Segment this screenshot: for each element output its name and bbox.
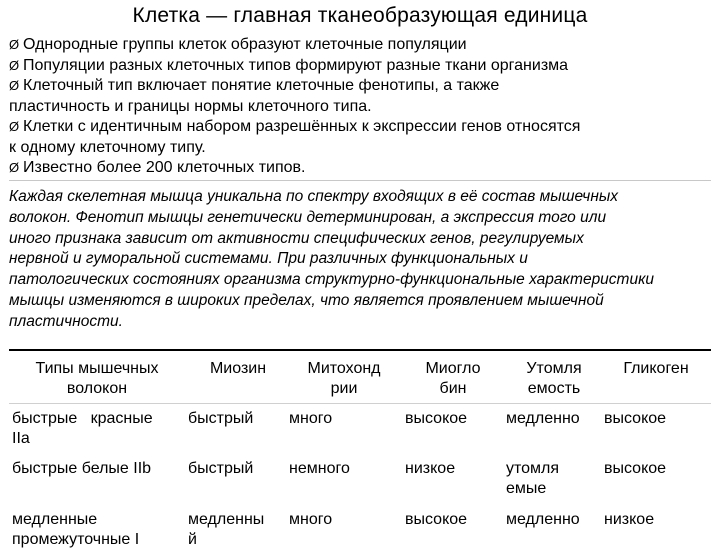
muscle-fiber-table: [9, 349, 711, 548]
table-header-glycogen: Гликоген: [623, 360, 689, 377]
table-cell: быстрый: [188, 410, 254, 427]
table-cell: быстрые белые IIb: [12, 460, 152, 477]
table-cell: медленны й: [188, 511, 265, 548]
arrow-bullet-icon: Ø: [9, 160, 20, 175]
table-cell: высокое: [405, 410, 468, 427]
bullet-item: Ø Однородные группы клеток образуют клеточные популяции: [9, 35, 709, 56]
table-cell: медленно: [506, 511, 580, 528]
body-paragraph: Каждая скелетная мышца уникальна по спектру входящих в её состав мышечных волокон. Фенотип мышцы генетически детерминирован, а экспрессия того или иного признака зависит от активности специфических генов, регулируемых нервной и гуморальной системами. При различных функциональных и патологических состояниях организма структурно-функциональные характеристики мышцы изменяются в широких пределах, что является проявлением мышечной пластичности.: [9, 188, 655, 330]
table-header-mitochondria: Митохонд рии: [307, 360, 381, 397]
table-cell: медленно: [506, 410, 580, 427]
bullet-list: [9, 35, 709, 179]
table-cell: быстрые красные IIa: [12, 410, 153, 447]
bullet-item: Ø Известно более 200 клеточных типов.: [9, 158, 709, 179]
arrow-bullet-icon: Ø: [9, 57, 20, 73]
bullet-item: Ø Популяции разных клеточных типов формируют разные ткани организма: [9, 56, 709, 77]
table-cell: много: [289, 511, 333, 528]
bullet-item: Ø Клетки с идентичным набором разрешённых к экспрессии генов относятся к одному клеточному типу.: [9, 118, 581, 156]
table-cell: медленные промежуточные I: [12, 511, 140, 548]
table-cell: много: [289, 410, 333, 427]
table-cell: немного: [289, 460, 350, 477]
arrow-bullet-icon: Ø: [9, 119, 20, 134]
table-cell: низкое: [405, 460, 456, 477]
table-cell: утомля емые: [506, 460, 560, 497]
bullet-item: Ø Клеточный тип включает понятие клеточные фенотипы, а также пластичность и границы нормы клеточного типа.: [9, 77, 500, 115]
table-cell: низкое: [604, 511, 655, 528]
slide-title: Клетка — главная тканеобразующая единица: [132, 4, 588, 27]
table-header-divider: [9, 403, 711, 404]
table-header-myoglobin: Миогло бин: [425, 360, 481, 397]
arrow-bullet-icon: Ø: [9, 37, 20, 52]
table-cell: высокое: [604, 460, 667, 477]
table-cell: высокое: [604, 410, 667, 427]
arrow-bullet-icon: Ø: [9, 78, 20, 93]
table-header-fatigability: Утомля емость: [526, 360, 582, 397]
table-cell: высокое: [405, 511, 468, 528]
section-divider: [9, 180, 711, 181]
table-header-fiber-type: Типы мышечных волокон: [35, 360, 159, 397]
table-header-myosin: Миозин: [209, 360, 267, 377]
table-cell: быстрый: [188, 460, 254, 477]
